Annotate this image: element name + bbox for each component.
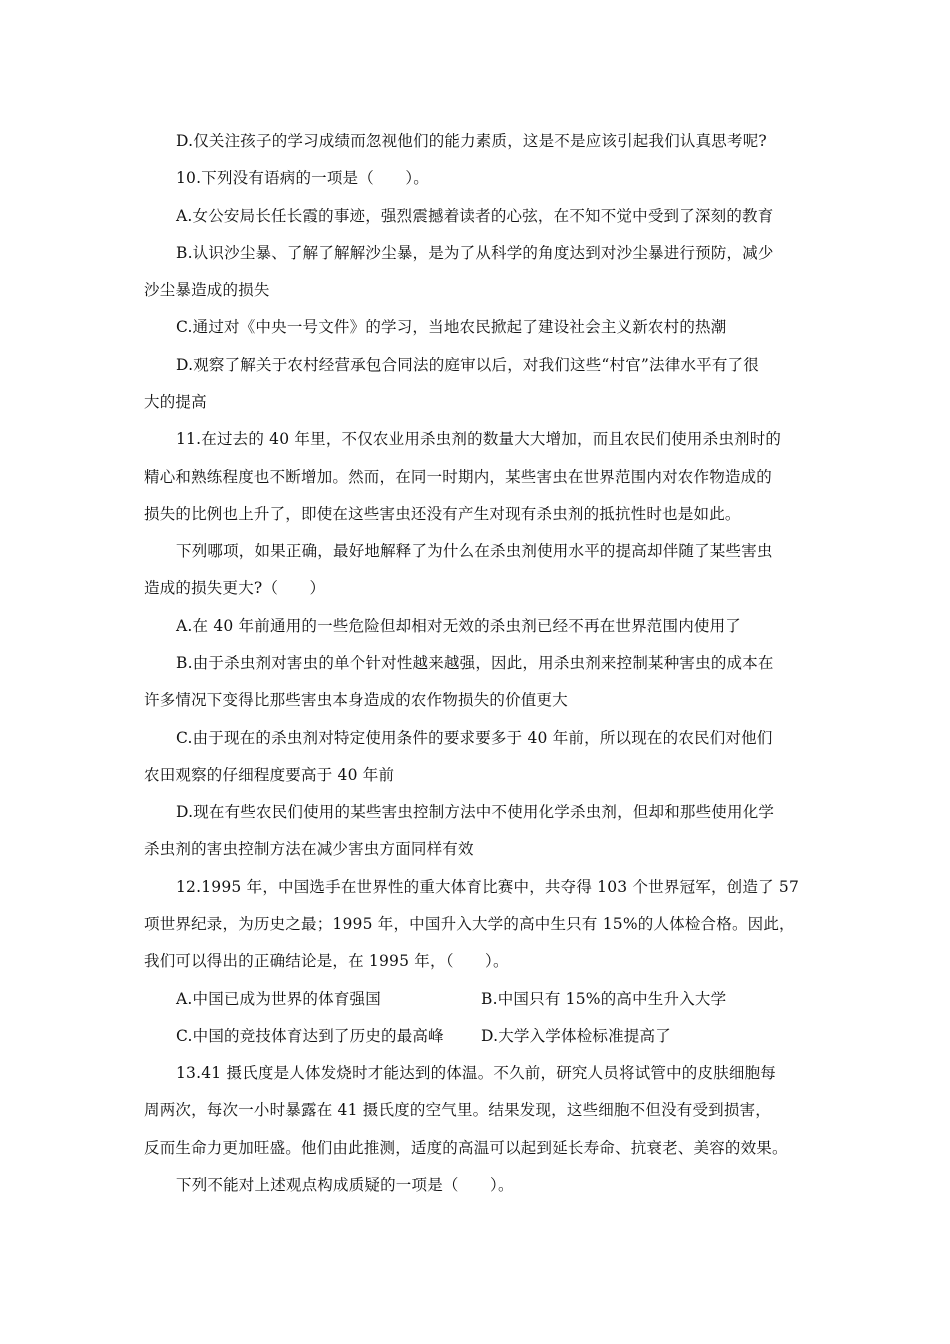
q11-option-d: D.现在有些农民们使用的某些害虫控制方法中不使用化学杀虫剂，但却和那些使用化学 — [176, 803, 775, 821]
q11-option-b-cont: 许多情况下变得比那些害虫本身造成的农作物损失的价值更大 — [144, 691, 568, 709]
q11-option-d-cont: 杀虫剂的害虫控制方法在减少害虫方面同样有效 — [144, 840, 474, 858]
q11-option-b: B.由于杀虫剂对害虫的单个针对性越来越强，因此，用杀虫剂来控制某种害虫的成本在 — [176, 654, 774, 672]
q12-stem-cont: 我们可以得出的正确结论是，在 1995 年，（ ）。 — [144, 952, 509, 970]
q10-option-b: B.认识沙尘暴、了解了解解沙尘暴，是为了从科学的角度达到对沙尘暴进行预防，减少 — [176, 244, 774, 262]
q12-stem-cont: 项世界纪录，为历史之最；1995 年，中国升入大学的高中生只有 15%的人体检合格。因此， — [144, 915, 795, 933]
q13-question: 下列不能对上述观点构成质疑的一项是（ ）。 — [176, 1176, 514, 1194]
q12-stem: 12.1995 年，中国选手在世界性的重大体育比赛中，共夺得 103 个世界冠军，创造了 57 — [176, 878, 800, 896]
q11-option-c: C.由于现在的杀虫剂对特定使用条件的要求要多于 40 年前，所以现在的农民们对他们 — [176, 729, 773, 747]
q11-question: 下列哪项，如果正确，最好地解释了为什么在杀虫剂使用水平的提高却伴随了某些害虫 — [176, 542, 773, 560]
q12-options-row-2 — [0, 1026, 950, 1046]
q10-option-c: C.通过对《中央一号文件》的学习，当地农民掀起了建设社会主义新农村的热潮 — [176, 318, 727, 336]
q12-option-b: B.中国只有 15%的高中生升入大学 — [481, 990, 727, 1008]
q11-question-cont: 造成的损失更大?（ ） — [144, 579, 326, 597]
q11-option-a: A.在 40 年前通用的一些危险但却相对无效的杀虫剂已经不再在世界范围内使用了 — [176, 617, 742, 635]
q11-stem: 11.在过去的 40 年里，不仅农业用杀虫剂的数量大大增加，而且农民们使用杀虫剂时的 — [176, 430, 782, 448]
q13-stem-cont: 周两次，每次一小时暴露在 41 摄氏度的空气里。结果发现，这些细胞不但没有受到损害， — [144, 1101, 771, 1119]
q12-option-c: C.中国的竞技体育达到了历史的最高峰 — [176, 1027, 444, 1045]
q11-stem-cont: 精心和熟练程度也不断增加。然而，在同一时期内，某些害虫在世界范围内对农作物造成的 — [144, 468, 773, 486]
q12-option-a: A.中国已成为世界的体育强国 — [176, 990, 381, 1008]
q12-option-d: D.大学入学体检标准提高了 — [481, 1027, 671, 1045]
q13-stem-cont: 反而生命力更加旺盛。他们由此推测，适度的高温可以起到延长寿命、抗衰老、美容的效果。 — [144, 1139, 788, 1157]
q10-option-b-cont: 沙尘暴造成的损失 — [144, 281, 270, 299]
q13-stem: 13.41 摄氏度是人体发烧时才能达到的体温。不久前，研究人员将试管中的皮肤细胞每 — [176, 1064, 777, 1082]
q10-option-d: D.观察了解关于农村经营承包合同法的庭审以后，对我们这些“村官”法律水平有了很 — [176, 356, 759, 374]
q11-stem-cont: 损失的比例也上升了，即使在这些害虫还没有产生对现有杀虫剂的抵抗性时也是如此。 — [144, 505, 741, 523]
q10-option-a: A.女公安局长任长霞的事迹，强烈震撼着读者的心弦，在不知不觉中受到了深刻的教育 — [176, 207, 774, 225]
q10-option-d-cont: 大的提高 — [144, 393, 207, 411]
q12-options-row-1 — [0, 989, 950, 1009]
q10-stem: 10.下列没有语病的一项是（ ）。 — [176, 169, 430, 187]
q9-option-d: D.仅关注孩子的学习成绩而忽视他们的能力素质，这是不是应该引起我们认真思考呢? — [176, 132, 767, 150]
q11-option-c-cont: 农田观察的仔细程度要高于 40 年前 — [144, 766, 395, 784]
